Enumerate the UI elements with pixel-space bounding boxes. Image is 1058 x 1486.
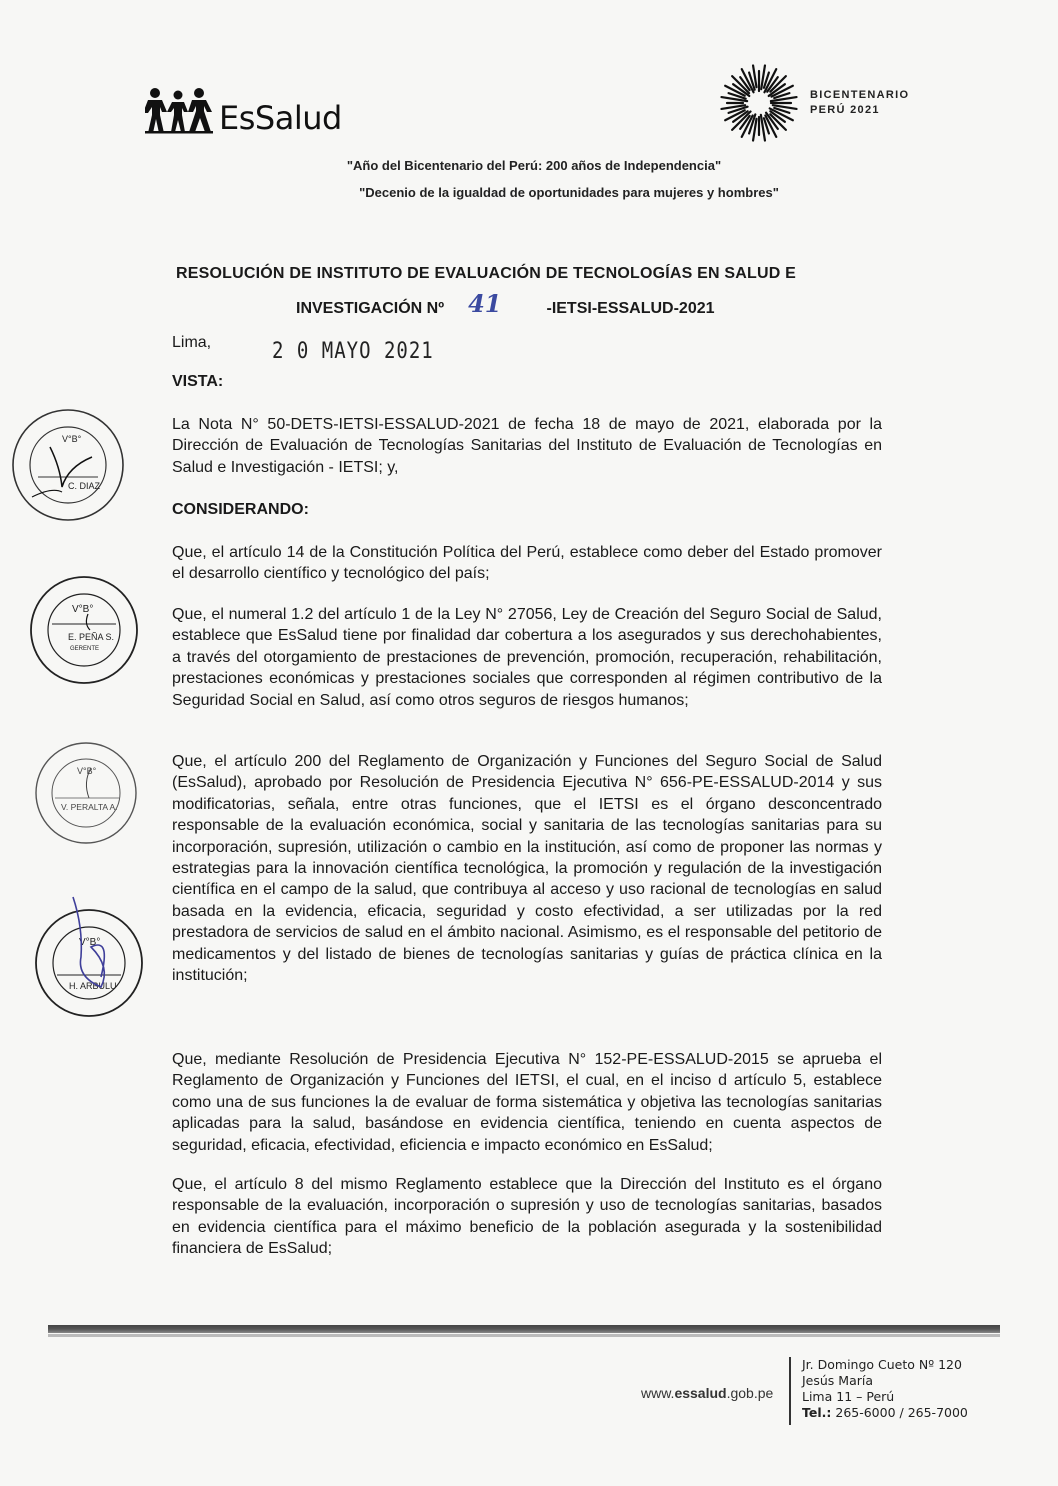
- phone-label: Tel.:: [802, 1405, 832, 1420]
- date-stamp: 2 0 MAYO 2021: [272, 338, 434, 364]
- stamp-1-name: C. DIAZ: [68, 481, 101, 491]
- bicentenario-sunburst-icon: [718, 62, 800, 144]
- footer-bar-shadow: [48, 1334, 1000, 1337]
- considerando-heading: CONSIDERANDO:: [172, 501, 309, 518]
- paragraph-considerando-1: Que, el artículo 14 de la Constitución Política del Perú, establece como deber del Estado promover el desarrollo científico y tecnológico del país;: [172, 544, 882, 583]
- stamp-3-name: V. PERALTA A.: [61, 802, 118, 812]
- stamp-3-vb: V°B°: [77, 766, 97, 776]
- website-prefix: www.: [641, 1385, 675, 1401]
- paragraph-considerando-3: Que, el artículo 200 del Reglamento de Organización y Funciones del Seguro Social de Salud (EsSalud), aprobado por Resolución de Presidencia Ejecutiva N° 656-PE-ESSALUD-2014 y sus modificatorias, señala, entre otras funciones, que el IETSI es el órgano desconcentrado responsable de la evaluación económica, social y sanitaria de las tecnologías sanitarias para su incorporación, supresión, utilización o cambio en la institución, así como de proponer las normas y estrategias para la innovación científica tecnológica, la promoción y regulación de la investigación científica en el campo de la salud, que contribuya al acceso y uso racional de tecnologías en salud basada en la evidencia, eficacia, seguridad y costo efectividad, a ser utilizadas por la red prestadora de servicios de salud en el ámbito nacional. Asimismo, es el responsable del petitorio de medicamentos y del listado de bienes de tecnologías sanitarias y guías de práctica clínica en la institución;: [172, 753, 882, 985]
- resolution-number-line: [296, 288, 715, 318]
- resolution-title: RESOLUCIÓN DE INSTITUTO DE EVALUACIÓN DE TECNOLOGÍAS EN SALUD E: [176, 265, 797, 282]
- stamp-2-name: E. PEÑA S.: [68, 632, 115, 642]
- approval-stamp-3: [33, 740, 139, 846]
- approval-stamp-2: [28, 574, 140, 686]
- handwritten-number: 41: [468, 288, 502, 318]
- website-domain: essalud: [674, 1385, 727, 1401]
- motto-line-2: "Decenio de la igualdad de oportunidades para mujeres y hombres": [359, 185, 779, 200]
- address-line-1: Jr. Domingo Cueto Nº 120: [802, 1357, 962, 1372]
- vista-heading: VISTA:: [172, 373, 224, 390]
- phone-numbers: 265-6000 / 265-7000: [831, 1405, 968, 1420]
- footer-bar: [48, 1325, 1000, 1333]
- paragraph-vista: La Nota N° 50-DETS-IETSI-ESSALUD-2021 de fecha 18 de mayo de 2021, elaborada por la Dirección de Evaluación de Tecnologías Sanitarias del Instituto de Evaluación de Tecnologías en Salud e Investigación - IETSI; y,: [172, 416, 882, 476]
- footer-divider: [789, 1357, 791, 1425]
- approval-stamp-1: [10, 407, 126, 523]
- resolution-number-prefix: INVESTIGACIÓN Nº: [296, 300, 445, 317]
- family-figures-icon: [145, 86, 217, 134]
- phone-line: [802, 1405, 968, 1421]
- approval-stamp-4: [33, 895, 145, 1025]
- stamp-4-vb: V°B°: [79, 937, 101, 948]
- address-line-2: Jesús María: [802, 1373, 874, 1388]
- stamp-4-name: H. ARBULU: [69, 981, 117, 991]
- bicentenario-title: BICENTENARIO: [810, 89, 910, 101]
- paragraph-considerando-2: Que, el numeral 1.2 del artículo 1 de la Ley N° 27056, Ley de Creación del Seguro Social de Salud, establece que EsSalud tiene por finalidad dar cobertura a los asegurados y sus derechohabientes, a través del otorgamiento de prestaciones de prevención, promoción, recuperación, rehabilitación, prestaciones económicas y prestaciones sociales que corresponden al régimen contributivo de la Seguridad Social en Salud, así como otros seguros de riesgos humanos;: [172, 606, 882, 709]
- resolution-number-suffix: -IETSI-ESSALUD-2021: [546, 300, 715, 317]
- stamp-2-role: GERENTE: [70, 646, 100, 652]
- website-suffix: .gob.pe: [726, 1385, 774, 1401]
- logo-text: EsSalud: [219, 99, 342, 137]
- motto-line-1: "Año del Bicentenario del Perú: 200 años de Independencia": [346, 158, 722, 173]
- bicentenario-logo: [718, 62, 928, 142]
- website-link[interactable]: [641, 1385, 773, 1401]
- stamp-1-vb: V°B°: [62, 434, 82, 444]
- bicentenario-subtitle: PERÚ 2021: [810, 104, 880, 116]
- essalud-logo: [145, 82, 342, 137]
- address-block: [802, 1357, 968, 1421]
- paragraph-considerando-5: Que, el artículo 8 del mismo Reglamento establece que la Dirección del Instituto es el órgano responsable de la evaluación, incorporación o supresión y uso de tecnologías sanitarias, basados en evidencia científica para el máximo beneficio de la población asegurada y la sostenibilidad financiera de EsSalud;: [172, 1176, 882, 1258]
- address-line-3: Lima 11 – Perú: [802, 1389, 895, 1404]
- paragraph-considerando-4: Que, mediante Resolución de Presidencia Ejecutiva N° 152-PE-ESSALUD-2015 se aprueba el Reglamento de Organización y Funciones del IETSI, el cual, en el inciso d artículo 5, establece como una de sus funciones la de evaluar de forma sistemática y objetiva las tecnologías sanitarias aplicadas para la salud, basándose en evidencia científica, teniendo en cuenta aspectos de seguridad, eficacia, efectividad, eficiencia e impacto económico en EsSalud;: [172, 1051, 882, 1154]
- place: Lima,: [172, 334, 212, 351]
- stamp-2-vb: V°B°: [72, 604, 94, 615]
